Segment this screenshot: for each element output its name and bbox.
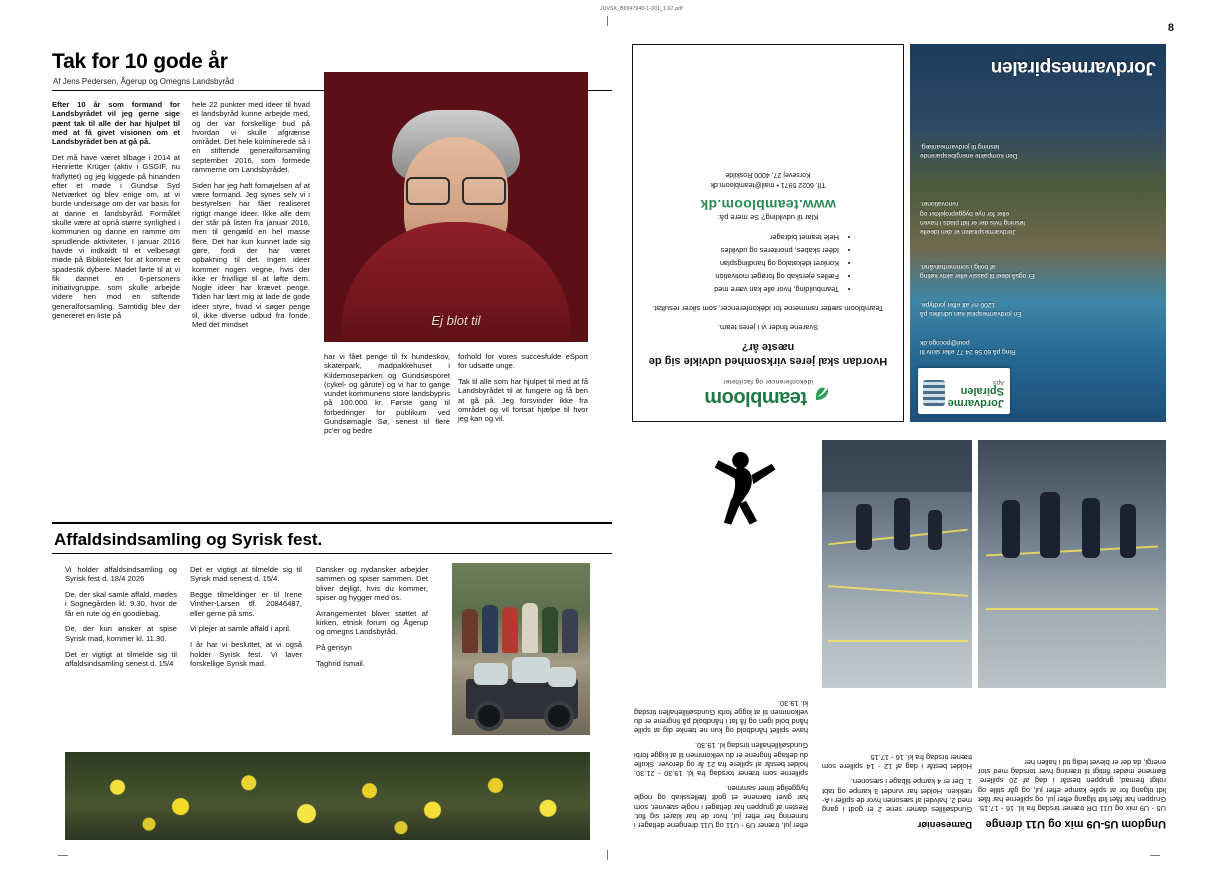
trailer-wheel xyxy=(544,701,574,731)
teambloom-question: Hvordan skal jeres virksomhed udvikle sig de næste år? xyxy=(648,340,888,367)
sports-title: Ungdom U5-U9 mix og U11 drenge xyxy=(985,818,1166,830)
ad-jordvarmespiralen xyxy=(910,44,1166,422)
court-line xyxy=(828,585,968,597)
person xyxy=(462,609,478,653)
paragraph: Det må have været tilbage i 2014 at Henriette Krüger (aktiv i GSGIF, nu fraflyttet) og jeg kiggede på hinanden efter et møde i Gundsø Syd Netværket og blev enige om, at vi burde undersøge om der var basis for at danne et landsbyråd. Formålet skulle være at opnå større synlighed i kommunen og danne en ramme om sprudlende aktiviteter. I januar 2016 havde vi indkaldt til et velbesøgt møde på Biblioteket for at komme et spadestik dybere. Mødet førte til at vi fik dannet en 6-personers initiativgruppe, som skulle arbejde videre hen mod en stiftende generalforsamling. Samtidig blev der genereret en liste på xyxy=(52,152,180,321)
person xyxy=(482,605,498,653)
crop-mark-left xyxy=(58,855,68,856)
jordvarme-body-1: Ring på 60 56 24 77 eller skriv til poul@pocogo.dk xyxy=(920,338,1016,355)
paragraph: Siden har jeg haft fornøjelsen af at være formand. Jeg synes selv vi i bestyrelsen har fået realiseret rigtigt mange ideer. Ikke alle dem der står på listen fra januar 2016, men til gengæld en hel masse flere. Det har kun kunnet lade sig gøre, fordi der har været opbakning til det. Ingen ideer kommer nogen vegne, hvis der ikke er frivillige til at løfte dem. Nogle ideer har krævet penge. Tiden har lært mig at lade de gode ideer styre, hvad vi søger penge til, ikke diverse udbud fra fonde. Med det mindset xyxy=(192,180,310,330)
paragraph: U5 - U9 mix og U11 DR træner tirsdag fra kl. 16 - 17.15. Gruppen har fået lidt tilgang efter jul, og spillerne har fået lidt tilgang for at spille kampe efter jul, og går stille og roligt fremad, gruppen består i dag af 20 spillere. Børnene møder flittigt til træning hver torsdag med stor energi, da der er blevet ledig tid i hallen her xyxy=(978,757,1166,813)
jordvarme-logo-line2: Spiralen xyxy=(960,385,1004,397)
trailer-wheel xyxy=(474,701,504,731)
teambloom-cta: Klar til udvikling? Se mere på: xyxy=(717,212,819,222)
paragraph: har vi fået penge til fx hundeskov, skaterpark, madpakkehuset i Kildemoseparken og Gundsøsporet (cykel- og gårute) og vi har to gange vundet kommunens store landsbypris på 100.000 kr. Første gang til forbedringer for publikum ved Gundsømagle Sø, senest til flere pc'er og bedre xyxy=(324,352,450,436)
paragraph: Efter 10 år som formand for Landsbyrådet vil jeg gerne sige pænt tak til alle der har hjulpet til med at få givet visionen om et Landsbyrådet ben at gå på. xyxy=(52,100,180,147)
bullet-item: • Idéer skabes, prioriteres og udvikles xyxy=(657,245,839,256)
jordvarme-body-2: En jordvarmespiral kan udrulles på 1200 m² alt efter jordtype. xyxy=(920,300,1022,317)
paragraph: hele 22 punkter med ideer til hvad et landsbyråd kunne arbejde med, og der var forskellige bud på hvordan vi skulle afgrænse området. Det hele kulminerede så i en stiftende generalforsamling september 2016, som formede rammerne om Landsbyrådet. xyxy=(192,100,310,175)
divider-under-section-title xyxy=(52,553,612,554)
jordvarme-logo xyxy=(918,368,1010,414)
player xyxy=(856,504,872,550)
bullet-item: • Teambuilding, hvor alle kan være med xyxy=(657,284,839,295)
paragraph: have spillet håndbold og kun ne tænke dig at spille hånd bold igen og få fat i håndbold på fingrene er du velkommen til at kigge forbi Gundsølillehallen tirsdag kl. 19.30. xyxy=(634,698,808,736)
article-column-4 xyxy=(458,352,588,430)
person xyxy=(502,607,518,653)
crop-mark-right xyxy=(1150,855,1160,856)
shirt-text: Ej blot til xyxy=(431,313,481,328)
person xyxy=(542,607,558,653)
teambloom-logo-word: teambloom xyxy=(704,387,808,409)
player xyxy=(894,498,910,550)
paragraph: Dansker og nydansker arbejder sammen og spiser sammen. Det bliver dejligt, hvis du kommer, spiser og hygger med os. xyxy=(316,565,428,602)
garbage-bag xyxy=(474,663,508,685)
scan-header-text: JUVSK_B6947940-1-001_1.67.pdf xyxy=(600,6,683,12)
article-column-1 xyxy=(52,100,180,520)
waste-column-2 xyxy=(190,565,302,675)
volunteers-photo xyxy=(452,563,590,735)
coil-icon xyxy=(923,380,945,406)
bullet-item: • Fælles ejerskab og forøget motivation xyxy=(657,271,839,282)
teambloom-bullets xyxy=(657,232,879,295)
leaf-icon xyxy=(813,385,831,403)
sports-subtitle: Dameseniør xyxy=(917,819,972,830)
paragraph: spillerne som træner torsdag fra kl. 19.30 - 21.30, holdet består af spillere fra 21 år og derover. Skulle du deltage fingrene er du velkommen til at kigge forbi Gundsølillehallen tirsdag kl. 19.30. xyxy=(634,741,808,778)
player xyxy=(1040,492,1060,558)
waste-column-1 xyxy=(65,565,177,675)
crop-mark-bottom xyxy=(607,850,608,860)
article-column-2 xyxy=(192,100,310,520)
player xyxy=(1002,500,1020,558)
teambloom-phone-mail: Tlf. 6022 5971 • mail@teambloom.dk xyxy=(710,180,826,188)
player xyxy=(1082,498,1100,558)
sports-column-left xyxy=(634,545,808,830)
paragraph: De, der kun ønsker at spise Syrisk mad, kommer kl. 11.30. xyxy=(65,624,177,643)
paragraph: forhold for vores succesfulde eSport for udsatte unge. xyxy=(458,352,588,371)
teambloom-para-2: Svarene finder vi i jeres team. xyxy=(717,322,819,332)
article-column-3 xyxy=(324,352,450,442)
sports-column-middle xyxy=(822,700,972,830)
flowers-photo xyxy=(65,752,590,840)
teambloom-url[interactable]: www.teambloom.dk xyxy=(700,196,836,213)
player xyxy=(1120,504,1136,558)
paragraph: Vi plejer at samle affald i april. xyxy=(190,624,292,634)
garbage-bag xyxy=(548,667,576,687)
paragraph: Det er vigtigt at tilmelde sig til affaldsindsamling senest d. 15/4 xyxy=(65,649,177,668)
player xyxy=(928,510,942,550)
person xyxy=(522,603,538,653)
jordvarme-body-4: Jordvarmespiralen er den ideelle løsning hvis der er lidt plads i haven eller for nye byggeprojekter og renovationer. xyxy=(920,200,1025,235)
bullet-item: • Hele teamet bidrager xyxy=(657,232,839,243)
section-title-affaldsindsamling: Affaldsindsamling og Syrisk fest. xyxy=(54,530,323,549)
glasses-icon xyxy=(404,177,508,201)
portrait-photo xyxy=(324,72,588,342)
garbage-bag xyxy=(512,657,550,683)
paragraph: efter jul, træner U9 - U11 og U11 drengene deltager i turnering her efter jul, hvor de har klaret sig flot. Resten af gruppen har deltaget i nogle stævner, som har givet børnene et godt fællesskab og nogle hyggelige timer sammen. xyxy=(634,784,808,830)
paragraph: Tak til alle som har hjulpet til med at få Landsbyrådet til at fungere og få ben at gå på. Jeg forsvinder ikke fra området og vil fortsat hjælpe til hvor jeg kan og vil. xyxy=(458,377,588,424)
person xyxy=(562,609,578,653)
paragraph: I år har vi besluttet, at vi også holder Syrisk fest. Vi laver forskellige Syrisk mad. xyxy=(190,640,302,668)
jordvarme-logo-sub: ApS xyxy=(992,379,1004,385)
teambloom-logo-sub: idékonferencer og faciliteter xyxy=(722,377,814,385)
paragraph: Vi holder affaldsindsamling og Syrisk fest d. 18/4 2026 xyxy=(65,565,177,584)
paragraph: Det er vigtigt at tilmelde sig til Syrisk mad senest d. 15/4. xyxy=(190,565,302,584)
jordvarme-body-5: Den kompakte energibesparende løsning til jordvarmeanlæg. xyxy=(920,142,1018,159)
paragraph: De, der skal samle affald, mødes i Sognegården kl. 9.30, hvor de får en rute og en goodiebag. xyxy=(65,590,177,618)
handball-photo-2 xyxy=(978,440,1166,688)
byline: Af Jens Pedersen, Ågerup og Omegns Landsbyråd xyxy=(53,77,234,86)
crop-mark-top xyxy=(607,16,608,26)
paragraph: Holdet består i dag af 12 - 14 spillere som træner tirsdag fra kl. 16 - 17.15 xyxy=(822,752,972,772)
paragraph: Gundsølilles damer serie 2 er godt i gang med 2. halvdel af sæsonen hvor de spiller i A-rækken. Holdet har vundet 3 kampe og tabt 1. Der er 4 kampe tilbage i sæsonen. xyxy=(822,777,972,814)
ad-teambloom xyxy=(632,44,904,422)
jordvarme-title: Jordvarmespiralen xyxy=(991,57,1156,78)
jordvarme-logo-line1: Jordvarme xyxy=(947,397,1004,409)
waste-column-3 xyxy=(316,565,428,675)
paragraph: Begge tilmeldinger er til Irene Vinther-Larsen tlf. 20846487, eller gerne på sms. xyxy=(190,590,302,618)
gym-wall xyxy=(822,440,972,492)
paragraph: Arrangementet bliver støttet af kirken, etnisk forum og Ågerup og omegns Landsbyråd. xyxy=(316,608,428,637)
teambloom-para-1: Teambloom sætter rammerne for idékonferencer, som sikrer resultat. xyxy=(652,304,884,314)
paragraph: På gensyn xyxy=(316,643,352,653)
handball-photo-1 xyxy=(822,440,972,688)
bullet-item: • Konkret idékatalog og handlingsplan xyxy=(657,258,839,269)
jordvarme-body-3: Er også ideel til passiv eller aktiv køling af bolig i sommerhalvåret. xyxy=(920,262,1035,279)
page-number: 8 xyxy=(1167,22,1174,34)
page-title: Tak for 10 gode år xyxy=(52,50,228,73)
teambloom-address: Korsevej 27, 4000 Roskilde xyxy=(725,170,811,178)
court-line xyxy=(986,608,1158,610)
paragraph: Taghrid Ismail. xyxy=(316,658,365,668)
court-line xyxy=(828,640,968,642)
divider-section xyxy=(52,522,612,524)
sports-column-right xyxy=(978,700,1166,830)
jumping-person-silhouette xyxy=(700,440,792,532)
